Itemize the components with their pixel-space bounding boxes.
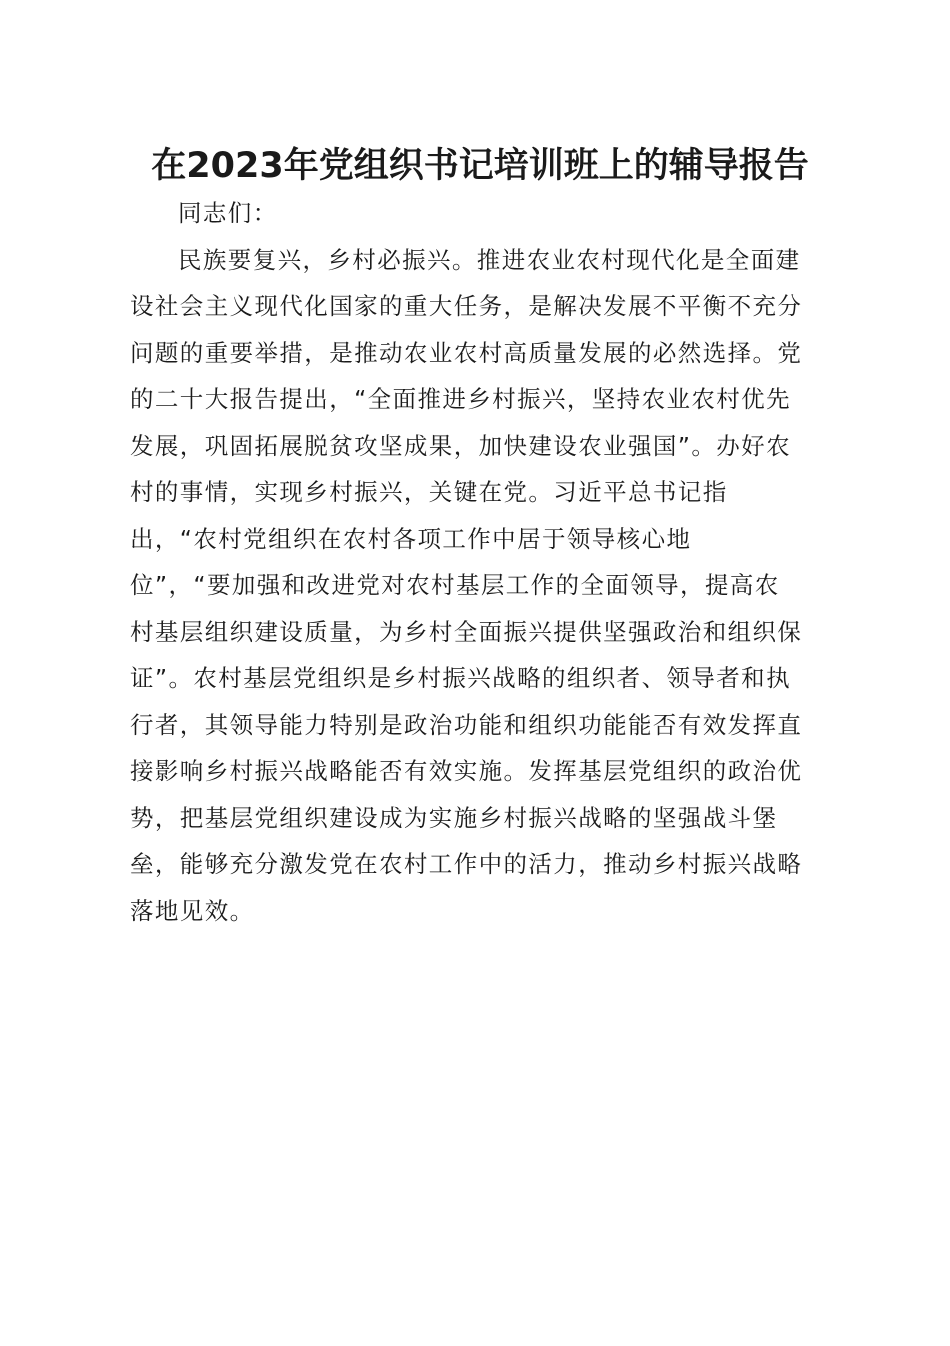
paragraph-line: 证”。农村基层党组织是乡村振兴战略的组织者、领导者和执: [130, 664, 791, 692]
paragraph-line: 的二十大报告提出，“全面推进乡村振兴，坚持农业农村优先: [130, 385, 791, 413]
document-body: [130, 190, 820, 934]
paragraph-line: 发展，巩固拓展脱贫攻坚成果，加快建设农业强国”。办好农: [130, 431, 791, 460]
paragraph-line: 设社会主义现代化国家的重大任务，是解决发展不平衡不充分: [130, 292, 803, 320]
paragraph-line: 民族要复兴，乡村必振兴。推进农业农村现代化是全面建: [178, 245, 801, 274]
paragraph-line: 村的事情，实现乡村振兴，关键在党。习近平总书记指: [130, 478, 728, 506]
paragraph-line: 落地见效。: [130, 896, 255, 925]
paragraph-line: 问题的重要举措，是推动农业农村高质量发展的必然选择。党: [130, 338, 803, 367]
paragraph-line: 垒，能够充分激发党在农村工作中的活力，推动乡村振兴战略: [130, 850, 803, 878]
salutation: 同志们：: [178, 199, 278, 227]
paragraph-line: 位”，“要加强和改进党对农村基层工作的全面领导，提高农: [130, 571, 780, 599]
document-title: 在2023年党组织书记培训班上的辅导报告: [151, 146, 809, 186]
paragraph-line: 势，把基层党组织建设成为实施乡村振兴战略的坚强战斗堡: [130, 803, 778, 832]
paragraph-line: 村基层组织建设质量，为乡村全面振兴提供坚强政治和组织保: [130, 617, 803, 646]
paragraph-line: 出，“农村党组织在农村各项工作中居于领导核心地: [130, 524, 692, 553]
paragraph-line: 行者，其领导能力特别是政治功能和组织功能能否有效发挥直: [130, 710, 803, 739]
paragraph-line: 接影响乡村振兴战略能否有效实施。发挥基层党组织的政治优: [130, 757, 803, 785]
